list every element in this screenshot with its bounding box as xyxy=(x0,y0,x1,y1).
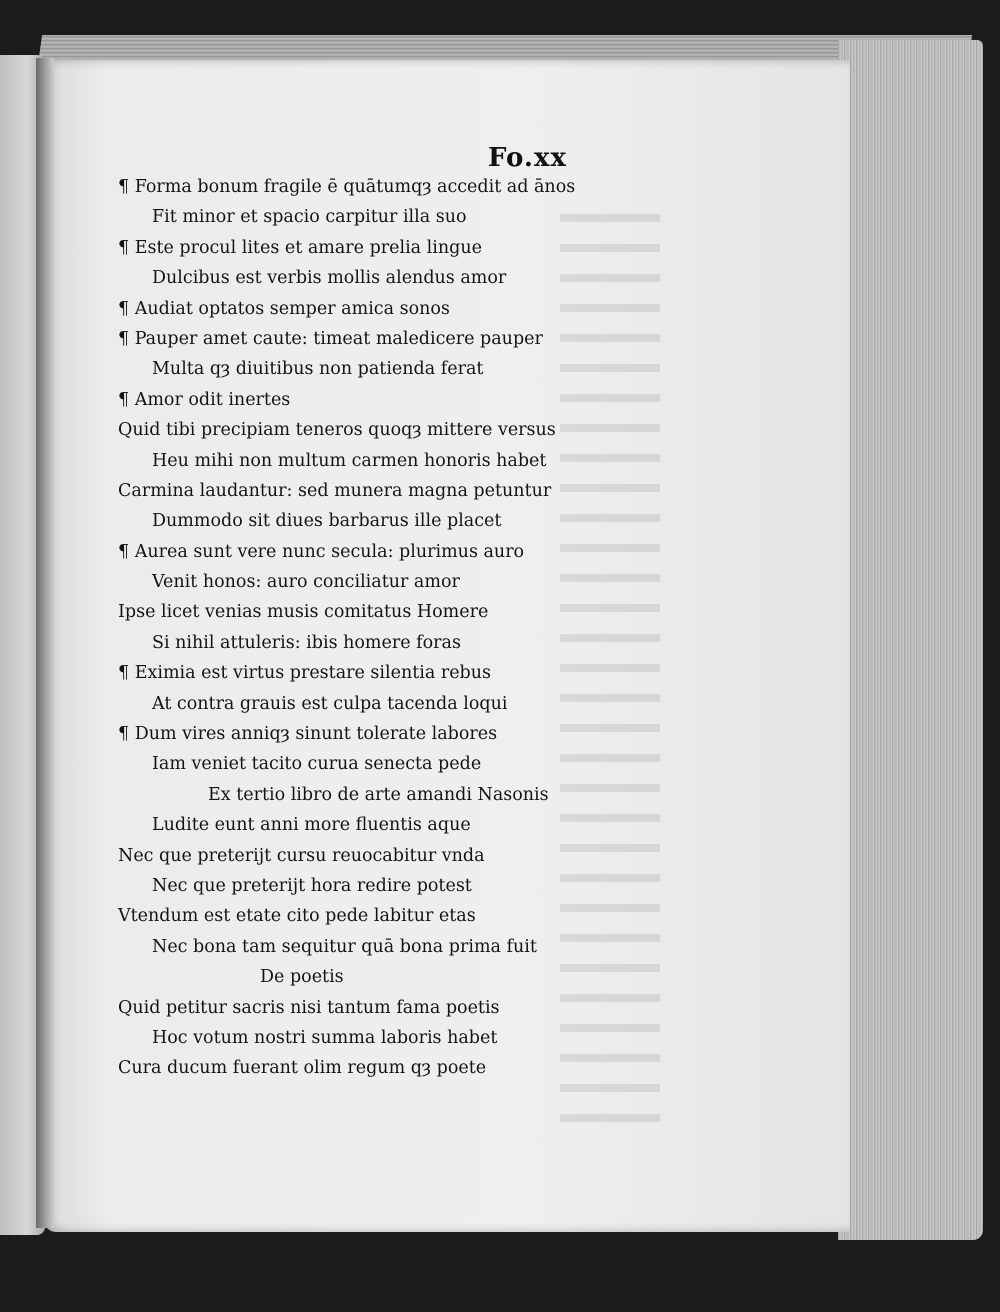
text-line: Ludite eunt anni more fluentis aque xyxy=(152,815,471,836)
text-line: Iam veniet tacito curua senecta pede xyxy=(152,754,482,775)
text-line: Vtendum est etate cito pede labitur etas xyxy=(118,906,476,927)
text-line: Ipse licet venias musis comitatus Homere xyxy=(118,602,489,623)
text-line: ¶ Pauper amet caute: timeat maledicere pauper xyxy=(118,328,543,349)
text-line: De poetis xyxy=(260,967,344,988)
text-line: Nec que preterijt hora redire potest xyxy=(152,875,472,896)
verse-text-block xyxy=(118,172,638,1084)
folio-number: Fo.xx xyxy=(488,143,567,173)
text-line: Multa qȝ diuitibus non patienda ferat xyxy=(152,359,484,380)
book-gutter xyxy=(36,58,54,1228)
text-line: ¶ Amor odit inertes xyxy=(118,389,291,410)
text-line: Hoc votum nostri summa laboris habet xyxy=(152,1027,498,1048)
text-line: Quid petitur sacris nisi tantum fama poetis xyxy=(118,997,500,1018)
text-line: ¶ Audiat optatos semper amica sonos xyxy=(118,298,450,319)
text-line: ¶ Este procul lites et amare prelia lingue xyxy=(118,237,482,258)
text-line: Dulcibus est verbis mollis alendus amor xyxy=(152,268,507,289)
text-line: ¶ Aurea sunt vere nunc secula: plurimus auro xyxy=(118,541,525,562)
text-line: Cura ducum fuerant olim regum qȝ poete xyxy=(118,1058,487,1079)
text-line: ¶ Dum vires anniqȝ sinunt tolerate labores xyxy=(118,724,498,745)
text-line: Carmina laudantur: sed munera magna petuntur xyxy=(118,480,552,501)
text-line: ¶ Forma bonum fragile ē quātumqȝ accedit ad ānos xyxy=(118,177,576,197)
page-edges xyxy=(838,40,983,1240)
text-line: Nec bona tam sequitur quā bona prima fuit xyxy=(152,936,537,957)
text-line: Heu mihi non multum carmen honoris habet xyxy=(152,450,547,471)
text-line: ¶ Eximia est virtus prestare silentia rebus xyxy=(118,663,492,684)
text-line: Nec que preterijt cursu reuocabitur vnda xyxy=(118,845,485,866)
text-line: Fit minor et spacio carpitur illa suo xyxy=(152,207,467,228)
text-line: Venit honos: auro conciliatur amor xyxy=(152,572,460,593)
text-line: Ex tertio libro de arte amandi Nasonis xyxy=(208,784,549,805)
text-line: At contra grauis est culpa tacenda loqui xyxy=(152,693,508,714)
text-line: Dummodo sit diues barbarus ille placet xyxy=(152,511,502,532)
text-line: Quid tibi precipiam teneros quoqȝ mittere versus xyxy=(118,420,556,441)
text-line: Si nihil attuleris: ibis homere foras xyxy=(152,632,461,653)
